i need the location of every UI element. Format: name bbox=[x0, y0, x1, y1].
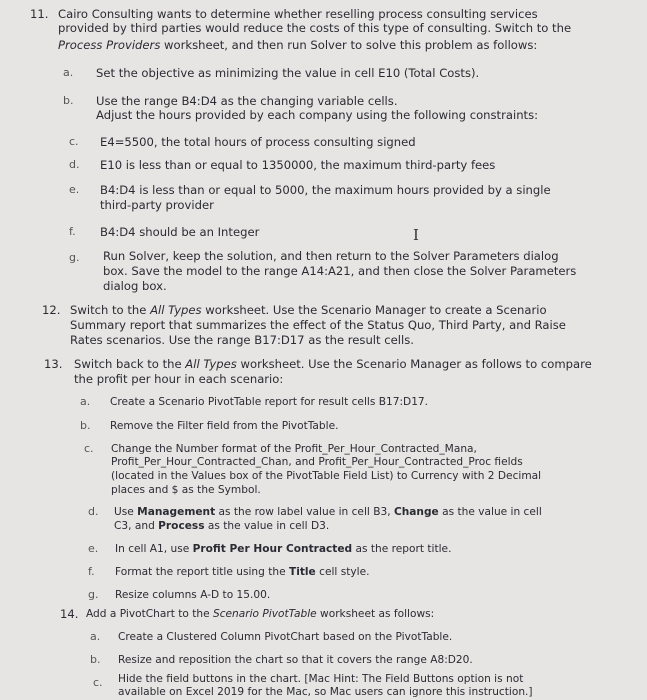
item-text: Switch back to the All Types worksheet. Use the Scenario Manager as follows to compare bbox=[74, 357, 592, 371]
sub-text: Run Solver, keep the solution, and then return to the Solver Parameters dialog bbox=[103, 249, 559, 263]
sub-letter: a. bbox=[63, 66, 74, 79]
sub-text: Hide the field buttons in the chart. [Mac Hint: The Field Buttons option is not bbox=[118, 673, 524, 685]
sub-text: dialog box. bbox=[103, 279, 167, 293]
item-text: Process Providers worksheet, and then run Solver to solve this problem as follows: bbox=[58, 38, 538, 52]
sub-text: Resize columns A-D to 15.00. bbox=[115, 589, 271, 601]
item-text: provided by third parties would reduce the costs of this type of consulting. Switch to the bbox=[58, 21, 572, 35]
sub-letter: c. bbox=[69, 135, 79, 148]
sub-letter: d. bbox=[88, 505, 99, 518]
item-text: the profit per hour in each scenario: bbox=[74, 372, 284, 386]
sub-letter: g. bbox=[69, 251, 80, 264]
sub-letter: b. bbox=[90, 653, 101, 666]
item-text: Summary report that summarizes the effect of the Status Quo, Third Party, and Raise bbox=[70, 318, 566, 332]
sub-text: B4:D4 is less than or equal to 5000, the maximum hours provided by a single bbox=[100, 183, 551, 197]
sub-letter: d. bbox=[69, 158, 80, 171]
sub-letter: g. bbox=[88, 588, 99, 601]
text-cursor-icon: I bbox=[413, 226, 419, 244]
sub-text: Create a Scenario PivotTable report for result cells B17:D17. bbox=[110, 396, 429, 408]
sub-text: In cell A1, use Profit Per Hour Contracted as the report title. bbox=[115, 543, 452, 555]
sub-text: Adjust the hours provided by each company using the following constraints: bbox=[96, 108, 539, 122]
sub-text: Profit_Per_Hour_Contracted_Chan, and Profit_Per_Hour_Contracted_Proc fields bbox=[111, 456, 523, 468]
sub-text: Create a Clustered Column PivotChart based on the PivotTable. bbox=[118, 631, 453, 643]
sub-letter: a. bbox=[80, 395, 91, 408]
item-text: Add a PivotChart to the Scenario PivotTable worksheet as follows: bbox=[86, 608, 435, 620]
item-number: 13. bbox=[44, 357, 63, 371]
sub-text: (located in the Values box of the PivotTable Field List) to Currency with 2 Decimal bbox=[111, 470, 542, 482]
sub-letter: f. bbox=[88, 565, 95, 578]
sub-text: Remove the Filter field from the PivotTable. bbox=[110, 420, 339, 432]
sub-text: available on Excel 2019 for the Mac, so Mac users can ignore this instruction.] bbox=[118, 686, 533, 698]
sub-text: third-party provider bbox=[100, 198, 214, 212]
sub-letter: b. bbox=[80, 419, 91, 432]
sub-letter: b. bbox=[63, 94, 74, 107]
sub-text: Resize and reposition the chart so that it covers the range A8:D20. bbox=[118, 654, 473, 666]
sub-text: Change the Number format of the Profit_Per_Hour_Contracted_Mana, bbox=[111, 443, 477, 455]
sub-text: E4=5500, the total hours of process consulting signed bbox=[100, 135, 416, 149]
sub-letter: f. bbox=[69, 225, 76, 238]
sub-letter: a. bbox=[90, 630, 101, 643]
item-text: Rates scenarios. Use the range B17:D17 as the result cells. bbox=[70, 333, 414, 347]
sub-text: box. Save the model to the range A14:A21, and then close the Solver Parameters bbox=[103, 264, 577, 278]
sub-text: Set the objective as minimizing the value in cell E10 (Total Costs). bbox=[96, 66, 480, 80]
item-number: 12. bbox=[42, 303, 61, 317]
sub-letter: c. bbox=[84, 442, 94, 455]
sub-text: places and $ as the Symbol. bbox=[111, 484, 261, 496]
sub-letter: e. bbox=[69, 183, 80, 196]
sub-text: E10 is less than or equal to 1350000, the maximum third-party fees bbox=[100, 158, 496, 172]
item-text: Cairo Consulting wants to determine whether reselling process consulting services bbox=[58, 7, 538, 21]
sub-text: Format the report title using the Title cell style. bbox=[115, 566, 370, 578]
sub-text: Use the range B4:D4 as the changing variable cells. bbox=[96, 94, 398, 108]
sub-text: C3, and Process as the value in cell D3. bbox=[114, 520, 330, 532]
sub-text: Use Management as the row label value in cell B3, Change as the value in cell bbox=[114, 506, 542, 518]
item-number: 11. bbox=[30, 7, 49, 21]
sub-letter: c. bbox=[93, 676, 103, 689]
sub-text: B4:D4 should be an Integer bbox=[100, 225, 260, 239]
sub-letter: e. bbox=[88, 542, 99, 555]
item-number: 14. bbox=[60, 607, 79, 621]
item-text: Switch to the All Types worksheet. Use the Scenario Manager to create a Scenario bbox=[70, 303, 547, 317]
